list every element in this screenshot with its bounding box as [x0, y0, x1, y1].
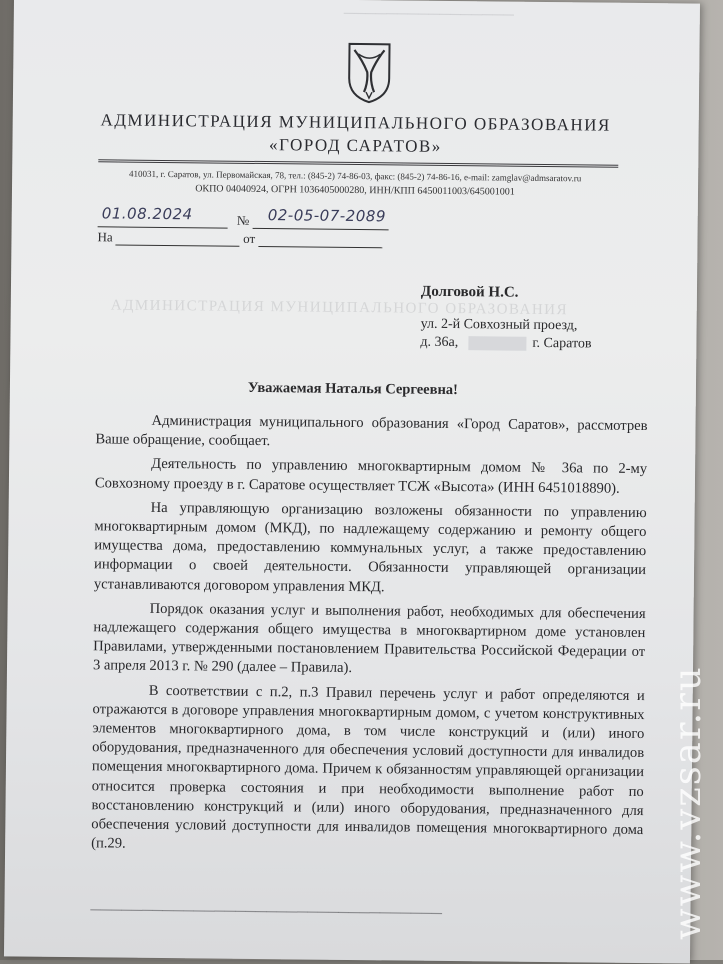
letter-body: [91, 411, 648, 864]
saratov-coat-of-arms-icon: [346, 42, 393, 104]
body-paragraph: Порядок оказания услуг и выполнения работ, необходимых для обеспечения надлежащего содержания общего имущества в многоквартирном доме установлен Правилами, утвержденными постановлением Правительства Российской Федерации от 3 апреля 2013 г. № 290 (далее – Правила).: [92, 600, 646, 677]
na-label: На: [97, 229, 113, 245]
addressee-house: д. 36а,: [420, 334, 459, 351]
incoming-date-blank: [258, 232, 382, 248]
body-paragraph: Администрация муниципального образования «Город Саратов», рассмотрев Ваше обращение, сообщает.: [95, 412, 648, 450]
body-paragraph: На управляющую организацию возложены обязанности по управлению многоквартирным домом (МКД), по надлежащему содержанию и ремонту общего имущества дома, предоставлению коммунальных услуг, а также предоставлению информации о своей деятельности. Обязанности управляющей организации устанавливаются договором управления МКД.: [93, 499, 647, 595]
reference-incoming-row: [97, 229, 382, 248]
ot-label: от: [243, 230, 256, 246]
addressee-street: ул. 2-й Совхозный проезд,: [420, 316, 578, 334]
addressee-city: г. Саратов: [532, 335, 592, 352]
redacted-area: [468, 336, 526, 351]
bleed-through-text: ────────────────: [343, 5, 514, 24]
org-name-line1: АДМИНИСТРАЦИЯ МУНИЦИПАЛЬНОГО ОБРАЗОВАНИЯ: [100, 110, 611, 135]
watermark: [658, 590, 718, 950]
watermark-text: www.vzsar.ru: [666, 665, 709, 940]
addressee-name: Долговой Н.С.: [420, 283, 519, 301]
letter-sheet: [4, 0, 700, 964]
bleed-through-text: АДМИНИСТРАЦИЯ МУНИЦИПАЛЬНОГО ОБРАЗОВАНИЯ: [110, 297, 569, 319]
registration-codes: ОКПО 04040924, ОГРН 1036405000280, ИНН/КПП 6450011003/645001001: [195, 183, 515, 198]
org-name-line2: «ГОРОД САРАТОВ»: [269, 135, 442, 156]
handwritten-date: 01.08.2024: [101, 204, 193, 224]
handwritten-number: 02-05-07-2089: [267, 206, 387, 226]
body-paragraph: В соответствии с п.2, п.3 Правил перечень услуг и работ определяются и отражаются в договоре управления многоквартирным домом, с учетом конструктивных элементов многоквартирного дома, в том числе конструкций и (или) иного оборудования, предназначенного для обеспечения условий доступности для инвалидов помещения многоквартирного дома. Причем к обязанностям управляющей организации относится проверка состояния и при необходимости выполнение работ по восстановлению конструкций и (или) иного оборудования, предназначенного для обеспечения условий доступности для инвалидов помещения многоквартирного дома (п.29.: [91, 682, 645, 852]
bleed-through-text: ──────────────────────────────────: [90, 902, 443, 922]
number-label: №: [236, 212, 250, 228]
incoming-number-blank: [116, 230, 240, 246]
body-paragraph: Деятельность по управлению многоквартирным домом № 36а по 2-му Совхозному проезду в г. Саратове осуществляет ТСЖ «Высота» (ИНН 6451018890).: [94, 456, 648, 497]
contact-details: 410031, г. Саратов, ул. Первомайская, 78, тел.: (845-2) 74-86-03, факс: (845-2) 74-86-16, e-mail: zamglav@admsaratov.ru: [129, 168, 582, 184]
salutation: Уважаемая Наталья Сергеевна!: [247, 379, 459, 399]
